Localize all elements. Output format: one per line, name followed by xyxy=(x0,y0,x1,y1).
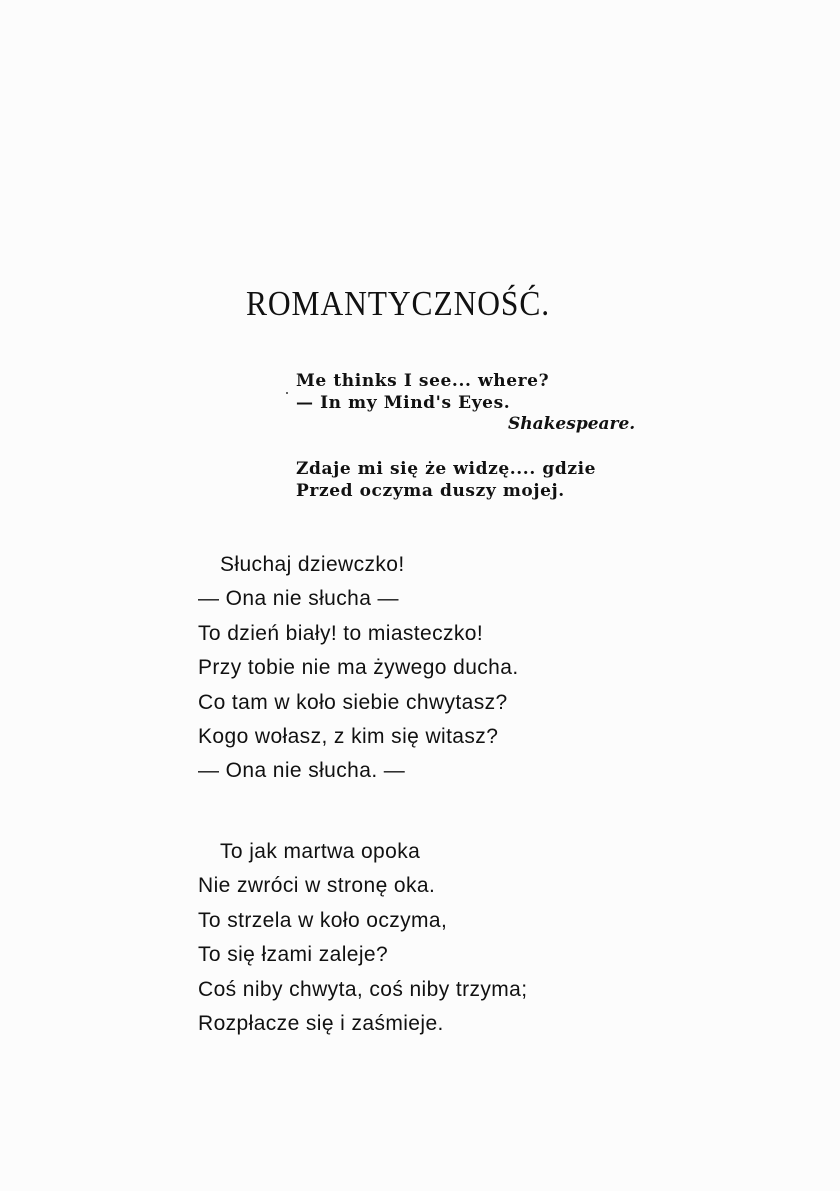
epigraph-line: Me thinks I see... where? xyxy=(296,371,550,391)
epigraph-attribution: Shakespeare. xyxy=(508,414,636,434)
print-speck xyxy=(286,392,288,394)
stanza-1 xyxy=(198,548,519,789)
epigraph-english xyxy=(296,370,549,414)
verse-line: Słuchaj dziewczko! xyxy=(220,553,405,576)
epigraph-line: Zdaje mi się że widzę.... gdzie xyxy=(296,459,597,479)
verse-line: To strzela w koło oczyma, xyxy=(198,908,448,932)
poem-title: ROMANTYCZNOŚĆ. xyxy=(246,284,551,323)
verse-line: Co tam w koło siebie chwytasz? xyxy=(198,690,508,714)
stanza-2 xyxy=(198,835,527,1041)
epigraph-line: Przed oczyma duszy mojej. xyxy=(296,481,565,501)
verse-line: Rozpłacze się i zaśmieje. xyxy=(198,1012,444,1036)
epigraph-polish xyxy=(296,458,596,502)
verse-line: — Ona nie słucha. — xyxy=(198,759,406,783)
verse-line: Coś niby chwyta, coś niby trzyma; xyxy=(198,977,528,1001)
verse-line: — Ona nie słucha — xyxy=(198,587,399,611)
epigraph-line: — In my Mind's Eyes. xyxy=(296,393,511,413)
verse-line: Przy tobie nie ma żywego ducha. xyxy=(198,656,519,680)
verse-line: To się łzami zaleje? xyxy=(198,943,389,967)
verse-line: Kogo wołasz, z kim się witasz? xyxy=(198,725,499,749)
verse-line: To dzień biały! to miasteczko! xyxy=(198,621,484,645)
verse-line: To jak martwa opoka xyxy=(220,840,421,863)
verse-line: Nie zwróci w stronę oka. xyxy=(198,874,436,898)
